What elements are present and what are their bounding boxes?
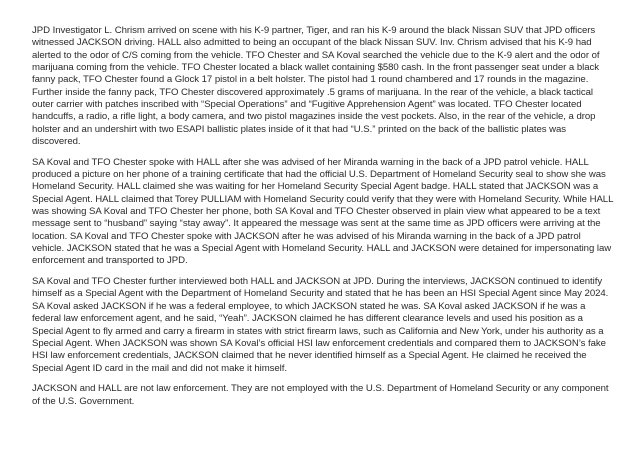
paragraph-jpd-interviews: SA Koval and TFO Chester further interviewed both HALL and JACKSON at JPD. During the interviews, JACKSON continued to identify himself as a Special Agent with the Department of Homeland Security and stated that he has been an HSI Special Agent since May 2024. SA Koval asked JACKSON if he was a federal employee, to which JACKSON stated he was. SA Koval asked JACKSON if he was a federal law enforcement agent, and he said, “Yeah”. JACKSON claimed he has different clearance levels and used his position as a Special Agent to fly armed and carry a firearm in states with strict firearm laws, such as California and New York, under his authority as a Special Agent. When JACKSON was shown SA Koval’s official HSI law enforcement credentials and compared them to JACKSON’s fake HSI law enforcement credentials, JACKSON claimed that he never identified himself as a Special Agent. He claimed he received the Special Agent ID card in the mail and did not make it himself. xyxy=(32,276,609,374)
paragraph-k9-search: JPD Investigator L. Chrism arrived on scene with his K-9 partner, Tiger, and ran his K-9 around the black Nissan SUV that JPD officers witnessed JACKSON driving. HALL also admitted to being an occupant of the black Nissan SUV. Inv. Chrism advised that his K-9 had alerted to the odor of C/S coming from the vehicle. TFO Chester and SA Koval searched the vehicle due to the K-9 alert and the odor of marijuana coming from the vehicle. TFO Chester located a black wallet containing $580 cash. In the front passenger seat under a black fanny pack, TFO Chester found a Glock 17 pistol in a belt holster. The pistol had 1 round chambered and 17 rounds in the magazine. Further inside the fanny pack, TFO Chester discovered approximately .5 grams of marijuana. In the rear of the vehicle, a black tactical outer carrier with patches inscribed with “Special Operations” and “Fugitive Apprehension Agent” was located. TFO Chester located handcuffs, a radio, a rifle light, a body camera, and two pistol magazines inside the vest pockets. Also, in the rear of the vehicle, a drop holster and an undershirt with two ESAPI ballistic plates inside of it that had “U.S.” printed on the back of the ballistic plates was discovered. xyxy=(32,25,600,148)
document-page xyxy=(32,25,614,416)
paragraph-conclusion: JACKSON and HALL are not law enforcement. They are not employed with the U.S. Department of Homeland Security or any component of the U.S. Government. xyxy=(32,383,609,407)
paragraph-hall-interview: SA Koval and TFO Chester spoke with HALL after she was advised of her Miranda warning in the back of a JPD patrol vehicle. HALL produced a picture on her phone of a training certificate that had the official U.S. Department of Homeland Security seal to show she was Homeland Security. HALL claimed she was waiting for her Homeland Security Special Agent badge. HALL stated that JACKSON was a Special Agent. HALL claimed that Torey PULLIAM with Homeland Security could verify that they were with Homeland Security. While HALL was showing SA Koval and TFO Chester her phone, both SA Koval and TFO Chester observed in plain view what appeared to be a text message sent to “husband” saying “stay away”. It appeared the message was sent at the same time as JPD officers were arriving at the location. SA Koval and TFO Chester spoke with JACKSON after he was advised of his Miranda warning in the back of a JPD patrol vehicle. JACKSON stated that he was a Special Agent with Homeland Security. HALL and JACKSON were detained for impersonating law enforcement and transported to JPD. xyxy=(32,156,614,267)
